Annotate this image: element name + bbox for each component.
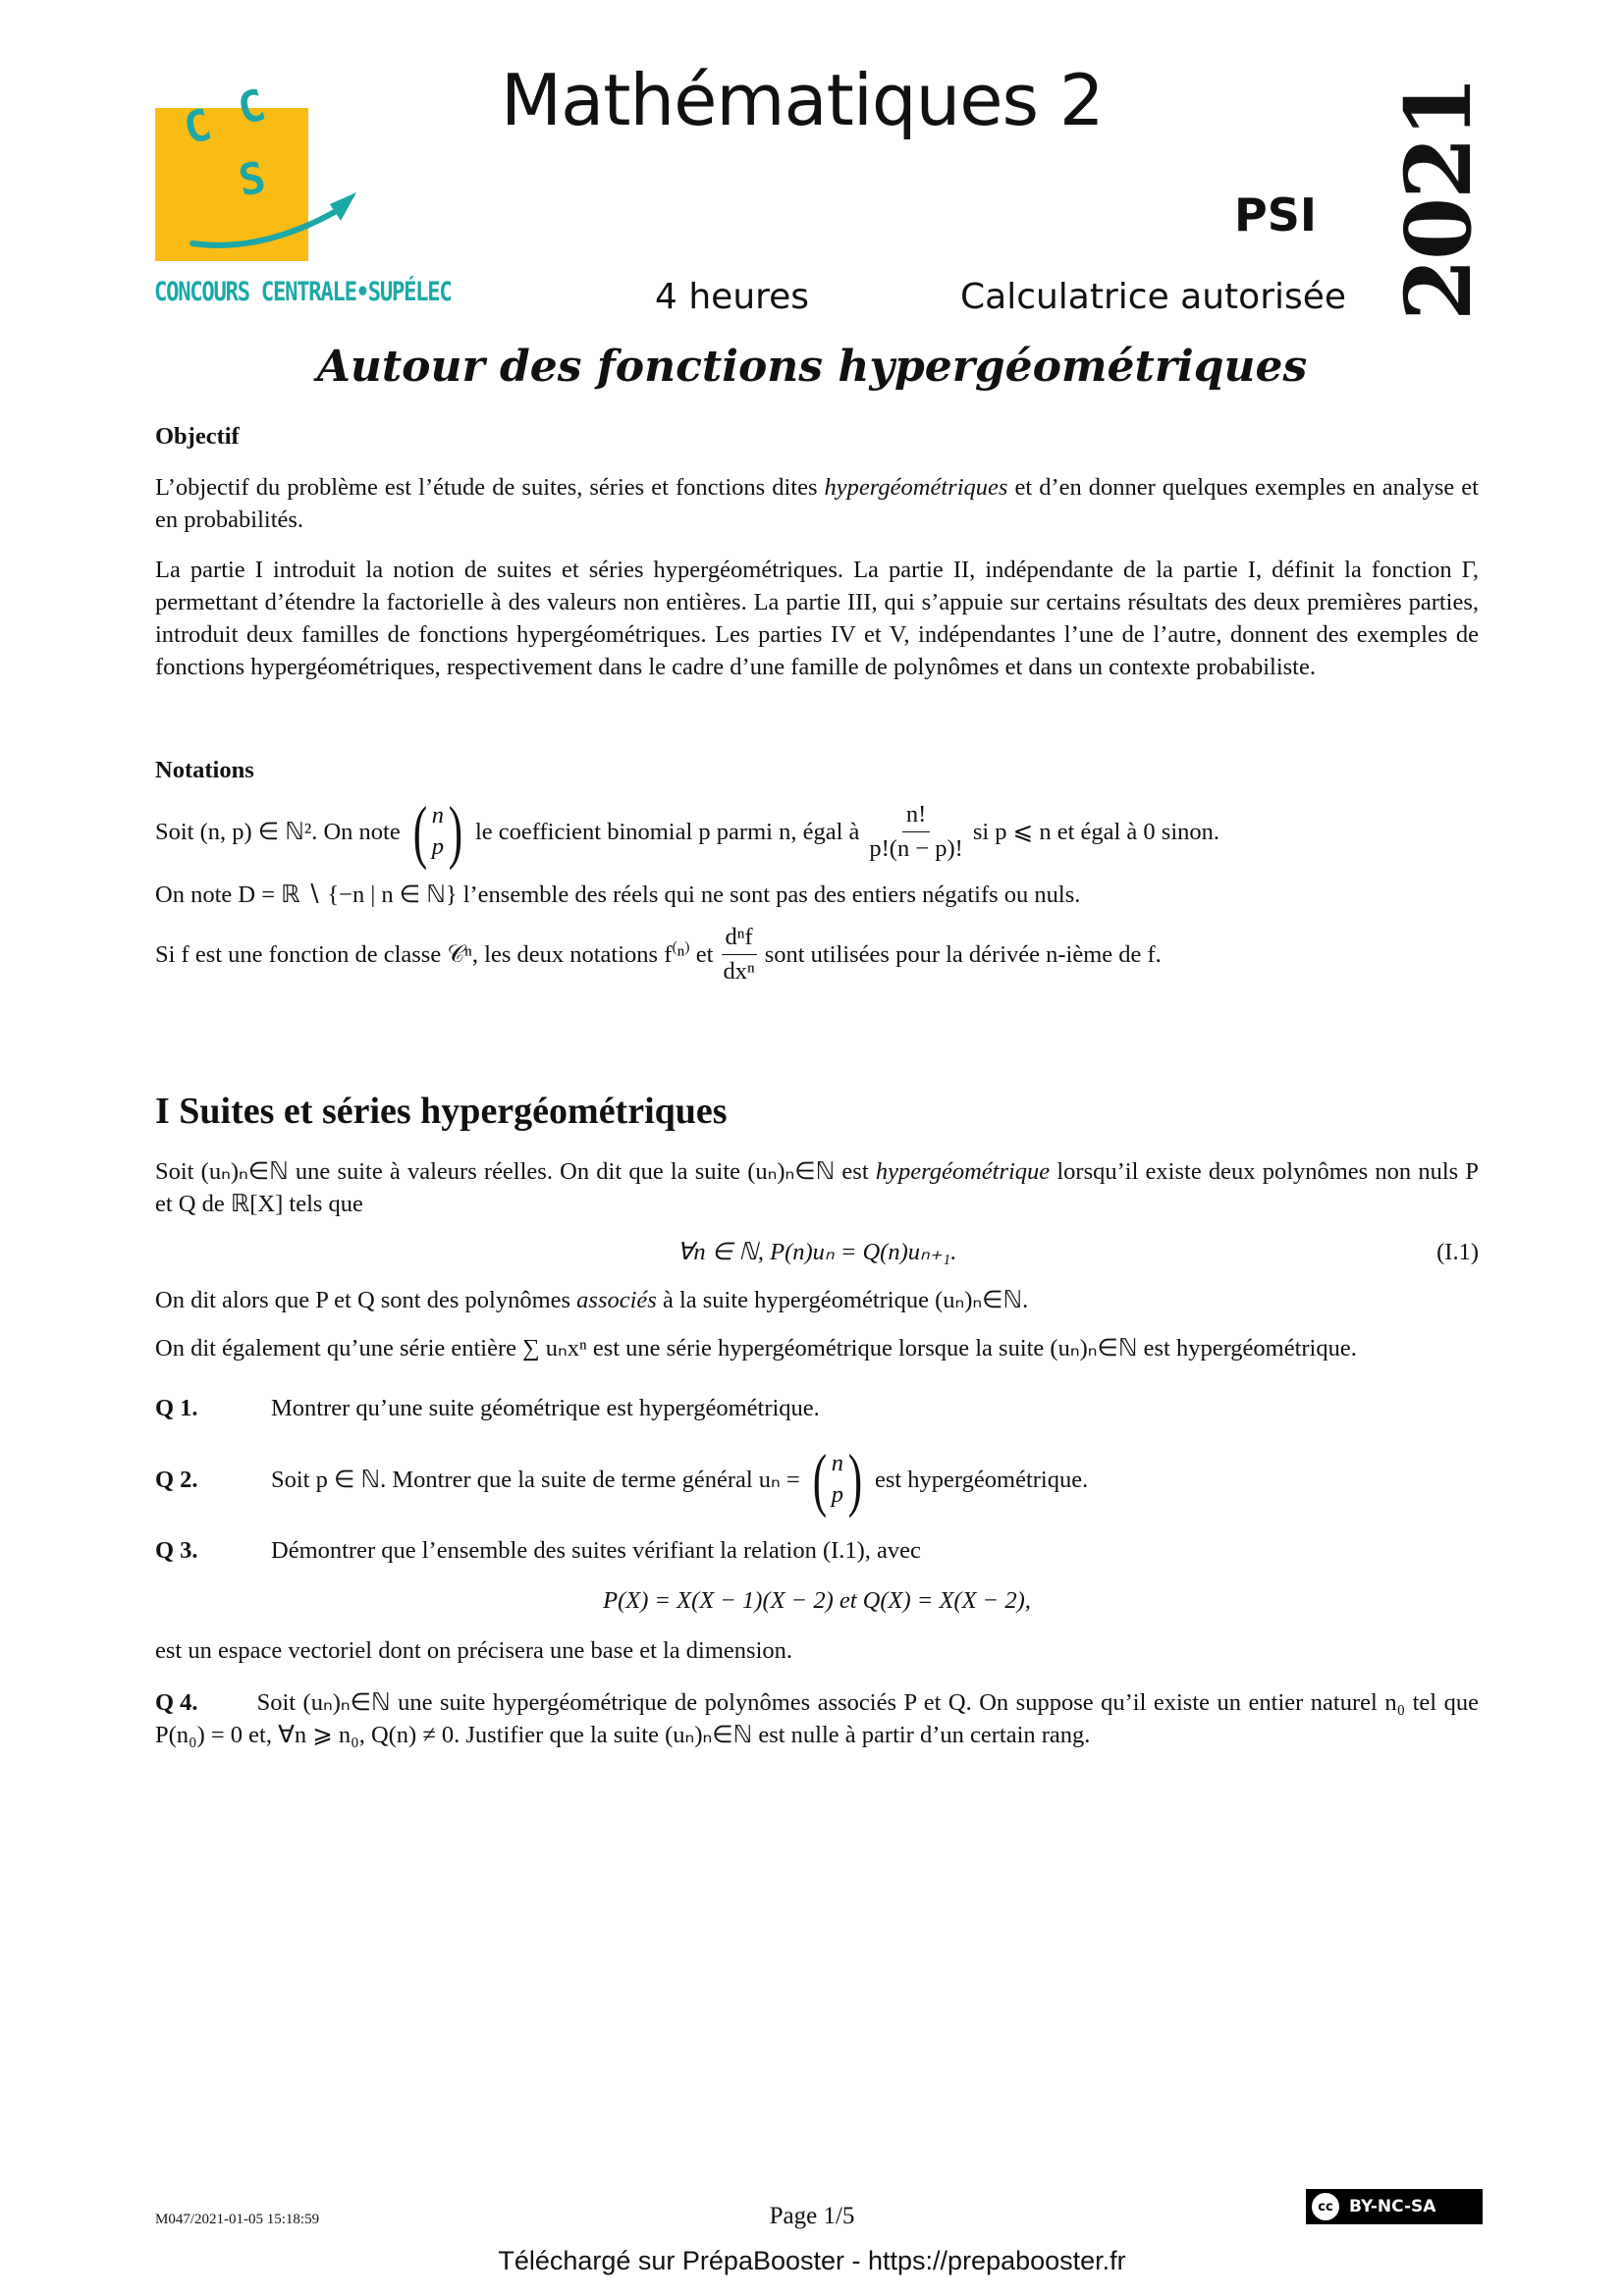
question-3-equation: P(X) = X(X − 1)(X − 2) et Q(X) = X(X − 2), xyxy=(603,1587,1031,1614)
notation-binomial xyxy=(155,792,1479,871)
text-span: Si f est une fonction de classe 𝒞ⁿ, les deux notations f⁽ⁿ⁾ et xyxy=(155,941,714,968)
text-span: le coefficient binomial p parmi n, égal à xyxy=(474,818,860,845)
logo-arrow-head xyxy=(330,192,356,221)
binom-top: n xyxy=(431,802,444,828)
frac-num: dⁿf xyxy=(722,923,757,955)
notation-derivative xyxy=(155,923,1479,987)
logo-arrow-curve xyxy=(192,209,340,245)
question-3-after: est un espace vectoriel dont on précisera une base et la dimension. xyxy=(155,1637,793,1664)
emphasis: hypergéométrique xyxy=(875,1158,1051,1185)
logo-letter-c1: C xyxy=(178,99,217,155)
cc-icon: cc xyxy=(1310,2191,1341,2222)
notations-heading: Notations xyxy=(155,757,254,783)
text-span: et d’en donner quelques exemples en analyse et en probabilités. xyxy=(155,474,1479,533)
year-label xyxy=(1360,77,1517,322)
frac-den: p!(n − p)! xyxy=(869,834,963,862)
license-badge xyxy=(1306,2189,1483,2224)
binomial-symbol: ( n p ) xyxy=(412,792,463,871)
binomial-symbol: ( n p ) xyxy=(812,1440,863,1519)
question-text: est hypergéométrique. xyxy=(874,1466,1089,1493)
logo-letter-c2: C xyxy=(232,80,271,135)
track-label: PSI xyxy=(1234,188,1317,241)
text-span: L’objectif du problème est l’étude de suites, séries et fonctions dites xyxy=(155,474,825,501)
emphasis: associés xyxy=(576,1287,657,1313)
objectif-paragraph-1 xyxy=(155,471,1479,536)
question-label: Q 1. xyxy=(155,1395,198,1421)
calculator-label: Calculatrice autorisée xyxy=(960,277,1347,317)
ccs-logo-icon xyxy=(155,69,371,265)
problem-subtitle: Autour des fonctions hypergéométriques xyxy=(316,342,1308,392)
factorial-fraction xyxy=(865,800,966,864)
exam-title: Mathématiques 2 xyxy=(501,59,1104,141)
logo-letter-s: S xyxy=(235,152,270,207)
question-text: Montrer qu’une suite géométrique est hypergéométrique. xyxy=(271,1395,820,1421)
question-label: Q 3. xyxy=(155,1537,198,1564)
text-span: lorsqu’il existe deux polynômes non nuls P et Q de ℝ[X] tels que xyxy=(155,1158,1479,1217)
objectif-paragraph-2: La partie I introduit la notion de suites et séries hypergéométriques. La partie II, indépendante de la partie I, définit la fonction Γ, permettant d’étendre la factorielle à des valeurs non entières. La partie III, qui s’appuie sur certains résultats des deux premières parties, introduit deux familles de fonctions hypergéométriques. Les parties IV et V, indépendantes l’une de l’autre, donnent des exemples de fonctions hypergéométriques, respectivement dans le cadre d’une famille de polynômes et dans un contexte probabiliste. xyxy=(155,557,1479,680)
binom-bottom: p xyxy=(831,1481,843,1508)
text-span: On dit alors que P et Q sont des polynômes xyxy=(155,1287,577,1313)
footer-reference: M047/2021-01-05 15:18:59 xyxy=(155,2212,320,2227)
page-number: Page 1/5 xyxy=(769,2203,855,2229)
question-4 xyxy=(155,1686,1479,1751)
text-span: Soit (uₙ)ₙ∈ℕ une suite à valeurs réelles. On dit que la suite (uₙ)ₙ∈ℕ est xyxy=(155,1158,876,1185)
frac-den: dxⁿ xyxy=(723,958,755,985)
download-notice: Téléchargé sur PrépaBooster - https://prepabooster.fr xyxy=(498,2246,1126,2275)
section-1-intro xyxy=(155,1155,1479,1220)
notations-section xyxy=(155,754,1479,987)
binom-bottom: p xyxy=(431,833,444,860)
equation-label: (I.1) xyxy=(1436,1239,1479,1265)
duration-label: 4 heures xyxy=(655,277,810,317)
derivative-fraction xyxy=(719,923,758,987)
text-span: à la suite hypergéométrique (uₙ)ₙ∈ℕ. xyxy=(656,1287,1029,1313)
section-1 xyxy=(155,1091,1479,1751)
question-text: Soit (uₙ)ₙ∈ℕ une suite hypergéométrique de polynômes associés P et Q. On suppose qu’il existe un entier naturel n₀ tel que P(n₀) = 0 et, ∀n ⩾ n₀, Q(n) ≠ 0. Justifier que la suite (uₙ)ₙ∈ℕ est nulle à partir d’un certain rang. xyxy=(155,1689,1479,1748)
section-1-title: I Suites et séries hypergéométriques xyxy=(155,1091,728,1132)
equation-text: ∀n ∈ ℕ, P(n)uₙ = Q(n)uₙ₊₁. xyxy=(677,1239,957,1265)
binom-top: n xyxy=(831,1450,843,1476)
text-span: si p ⩽ n et égal à 0 sinon. xyxy=(972,818,1220,845)
question-label: Q 2. xyxy=(155,1466,198,1493)
question-3 xyxy=(155,1534,1479,1567)
emphasis: hypergéométriques xyxy=(824,474,1008,501)
question-text: Soit p ∈ ℕ. Montrer que la suite de terme général uₙ = xyxy=(271,1466,800,1493)
question-2 xyxy=(155,1440,1479,1519)
question-label: Q 4. xyxy=(155,1689,198,1716)
section-1-assoc xyxy=(155,1284,1479,1316)
objectif-section xyxy=(155,420,1479,683)
text-span: Soit (n, p) ∈ ℕ². On note xyxy=(155,818,401,845)
frac-num: n! xyxy=(902,800,930,832)
license-text: BY-NC-SA xyxy=(1349,2197,1436,2216)
logo-text: CONCOURS CENTRALE•SUPÉLEC xyxy=(154,277,452,307)
question-1 xyxy=(155,1392,1479,1424)
section-1-serie: On dit également qu’une série entière ∑ uₙxⁿ est une série hypergéométrique lorsque la suite (uₙ)ₙ∈ℕ est hypergéométrique. xyxy=(155,1335,1357,1362)
notation-d: On note D = ℝ ∖ {−n | n ∈ ℕ} l’ensemble des réels qui ne sont pas des entiers négatifs ou nuls. xyxy=(155,881,1081,908)
equation-i1 xyxy=(155,1236,1479,1268)
question-text: Démontrer que l’ensemble des suites vérifiant la relation (I.1), avec xyxy=(271,1537,921,1564)
text-span: sont utilisées pour la dérivée n-ième de f. xyxy=(764,941,1162,968)
objectif-heading: Objectif xyxy=(155,423,240,450)
year-text: 2021 xyxy=(1385,77,1491,322)
